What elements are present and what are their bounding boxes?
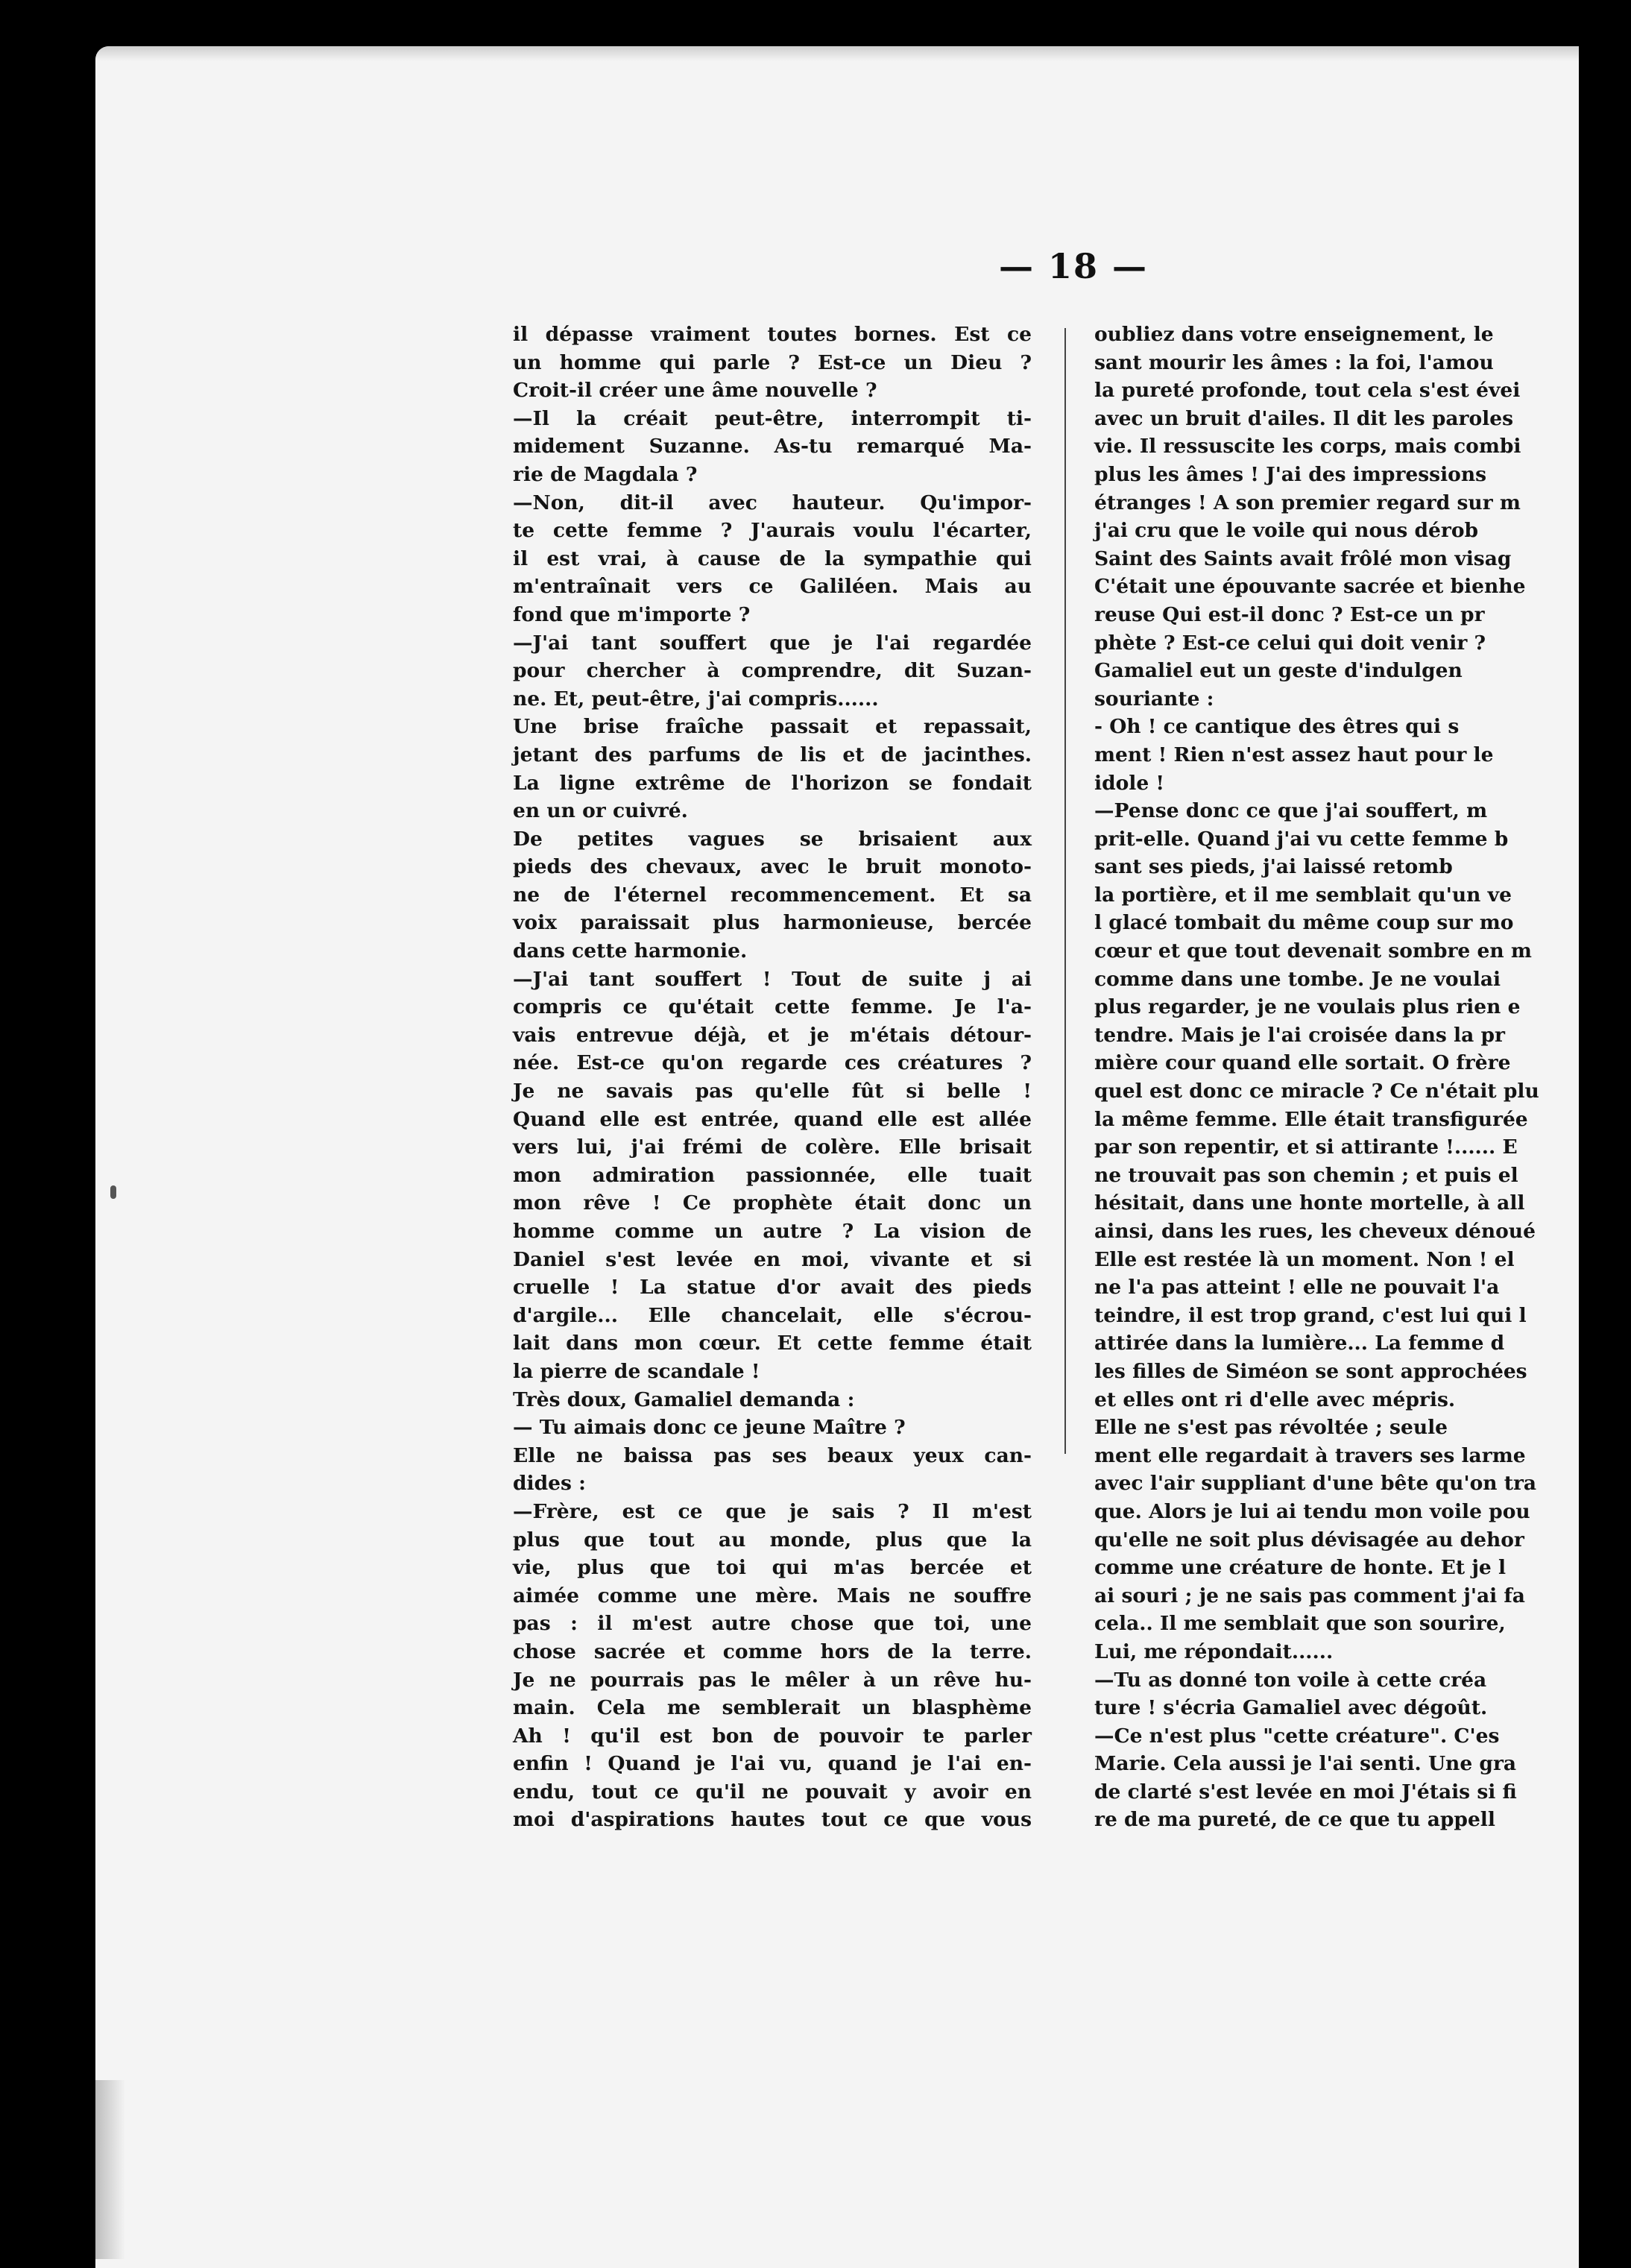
- text-line: quel est donc ce miracle ? Ce n'était plu: [1094, 1080, 1539, 1103]
- text-line: pour chercher à comprendre, dit Suzan-: [513, 659, 1032, 683]
- text-line: la pierre de scandale !: [513, 1359, 760, 1383]
- text-line: vie, plus que toi qui m'as bercée et: [513, 1556, 1032, 1580]
- text-line: cruelle ! La statue d'or avait des pieds: [513, 1276, 1032, 1300]
- text-line: m'entraînait vers ce Galiléen. Mais au: [513, 575, 1032, 599]
- text-line: reuse Qui est-il donc ? Est-ce un pr: [1094, 602, 1485, 626]
- text-line: te cette femme ? J'aurais voulu l'écarter,: [513, 519, 1032, 543]
- text-line: par son repentir, et si attirante !...... E: [1094, 1135, 1518, 1159]
- text-line: de clarté s'est levée en moi J'étais si fi: [1094, 1780, 1517, 1804]
- text-line: —J'ai tant souffert que je l'ai regardée: [513, 631, 1032, 655]
- text-line: Je ne pourrais pas le mêler à un rêve hu-: [513, 1668, 1032, 1692]
- text-line: cela.. Il me semblait que son sourire,: [1094, 1612, 1506, 1636]
- text-line: ne de l'éternel recommencement. Et sa: [513, 883, 1032, 907]
- binding-mark: [110, 1185, 116, 1199]
- text-line: ture ! s'écria Gamaliel avec dégoût.: [1094, 1696, 1488, 1720]
- text-line: voix paraissait plus harmonieuse, bercée: [513, 911, 1032, 935]
- text-line: née. Est-ce qu'on regarde ces créatures ?: [513, 1051, 1032, 1075]
- text-line: d'argile... Elle chancelait, elle s'écrou-: [513, 1303, 1032, 1327]
- text-line: l glacé tombait du même coup sur mo: [1094, 911, 1514, 935]
- text-line: cœur et que tout devenait sombre en m: [1094, 939, 1532, 963]
- text-line: un homme qui parle ? Est-ce un Dieu ?: [513, 350, 1032, 374]
- text-line: jetant des parfums de lis et de jacinthes.: [513, 743, 1032, 766]
- text-line: prit-elle. Quand j'ai vu cette femme b: [1094, 827, 1509, 851]
- text-line: —Il la créait peut-être, interrompit ti-: [513, 406, 1032, 430]
- page-corner-shadow: [95, 2080, 125, 2259]
- text-line: chose sacrée et comme hors de la terre.: [513, 1639, 1032, 1663]
- text-line: mon rêve ! Ce prophète était donc un: [513, 1191, 1032, 1215]
- text-line: De petites vagues se brisaient aux: [513, 827, 1032, 851]
- text-line: ainsi, dans les rues, les cheveux dénoué: [1094, 1220, 1536, 1243]
- text-line: phète ? Est-ce celui qui doit venir ?: [1094, 631, 1486, 655]
- text-line: avec l'air suppliant d'une bête qu'on tra: [1094, 1472, 1537, 1496]
- text-line: main. Cela me semblerait un blasphème: [513, 1696, 1032, 1720]
- text-line: mière cour quand elle sortait. O frère: [1094, 1051, 1511, 1075]
- text-line: Daniel s'est levée en moi, vivante et si: [513, 1247, 1032, 1271]
- text-line: enfin ! Quand je l'ai vu, quand je l'ai en-: [513, 1752, 1032, 1776]
- text-line: attirée dans la lumière... La femme d: [1094, 1332, 1505, 1355]
- text-line: fond que m'importe ?: [513, 602, 751, 626]
- text-line: sant mourir les âmes : la foi, l'amou: [1094, 350, 1494, 374]
- text-line: Ah ! qu'il est bon de pouvoir te parler: [513, 1724, 1032, 1748]
- text-line: Une brise fraîche passait et repassait,: [513, 715, 1032, 739]
- text-line: plus les âmes ! J'ai des impressions: [1094, 462, 1487, 486]
- text-line: étranges ! A son premier regard sur m: [1094, 491, 1521, 514]
- text-line: en un or cuivré.: [513, 799, 688, 823]
- text-line: lait dans mon cœur. Et cette femme était: [513, 1332, 1032, 1355]
- text-line: —Frère, est ce que je sais ? Il m'est: [513, 1499, 1032, 1523]
- text-line: rie de Magdala ?: [513, 462, 698, 486]
- text-line: plus regarder, je ne voulais plus rien e: [1094, 995, 1521, 1019]
- text-line: Saint des Saints avait frôlé mon visag: [1094, 546, 1512, 570]
- text-line: qu'elle ne soit plus dévisagée au dehor: [1094, 1528, 1524, 1552]
- text-line: il dépasse vraiment toutes bornes. Est ce: [513, 323, 1032, 346]
- text-line: plus que tout au monde, plus que la: [513, 1528, 1032, 1552]
- text-line: Elle ne s'est pas révoltée ; seule: [1094, 1416, 1448, 1440]
- text-line: Croit-il créer une âme nouvelle ?: [513, 379, 877, 403]
- text-line: ment elle regardait à travers ses larme: [1094, 1443, 1526, 1467]
- text-line: —Non, dit-il avec hauteur. Qu'impor-: [513, 491, 1032, 514]
- text-line: Très doux, Gamaliel demanda :: [513, 1387, 855, 1411]
- text-line: j'ai cru que le voile qui nous dérob: [1094, 519, 1479, 543]
- text-line: hésitait, dans une honte mortelle, à all: [1094, 1191, 1525, 1215]
- text-line: Quand elle est entrée, quand elle est allée: [513, 1107, 1032, 1131]
- right-column-clip: [1094, 321, 1566, 1832]
- text-line: dides :: [513, 1472, 586, 1496]
- text-line: Je ne savais pas qu'elle fût si belle !: [513, 1080, 1032, 1103]
- text-line: compris ce qu'était cette femme. Je l'a-: [513, 995, 1032, 1019]
- column-divider: [1064, 328, 1066, 1454]
- text-line: mon admiration passionnée, elle tuait: [513, 1163, 1032, 1187]
- text-line: —Pense donc ce que j'ai souffert, m: [1094, 799, 1488, 823]
- text-line: les filles de Siméon se sont approchées: [1094, 1359, 1527, 1383]
- text-line: comme dans une tombe. Je ne voulai: [1094, 967, 1501, 991]
- text-line: souriante :: [1094, 687, 1214, 711]
- text-line: — Tu aimais donc ce jeune Maître ?: [513, 1416, 906, 1440]
- text-line: Gamaliel eut un geste d'indulgen: [1094, 659, 1463, 683]
- text-line: idole !: [1094, 771, 1165, 795]
- text-line: tendre. Mais je l'ai croisée dans la pr: [1094, 1023, 1505, 1047]
- text-line: la même femme. Elle était transfigurée: [1094, 1107, 1528, 1131]
- text-line: moi d'aspirations hautes tout ce que vous: [513, 1808, 1032, 1832]
- text-line: ne l'a pas atteint ! elle ne pouvait l'a: [1094, 1276, 1500, 1300]
- text-line: vers lui, j'ai frémi de colère. Elle brisait: [513, 1135, 1032, 1159]
- text-line: la pureté profonde, tout cela s'est évei: [1094, 379, 1521, 403]
- page-number: — 18 —: [999, 246, 1149, 286]
- text-line: Lui, me répondait......: [1094, 1639, 1334, 1663]
- text-line: —J'ai tant souffert ! Tout de suite j ai: [513, 967, 1032, 991]
- text-line: pieds des chevaux, avec le bruit monoto-: [513, 855, 1032, 879]
- text-line: comme une créature de honte. Et je l: [1094, 1556, 1507, 1580]
- right-text-column: [1094, 321, 1571, 1832]
- text-line: —Ce n'est plus "cette créature". C'es: [1094, 1724, 1500, 1748]
- text-line: avec un bruit d'ailes. Il dit les paroles: [1094, 406, 1514, 430]
- text-line: homme comme un autre ? La vision de: [513, 1220, 1032, 1243]
- text-line: la portière, et il me semblait qu'un ve: [1094, 883, 1512, 907]
- text-line: endu, tout ce qu'il ne pouvait y avoir en: [513, 1780, 1032, 1804]
- text-line: Marie. Cela aussi je l'ai senti. Une gra: [1094, 1752, 1517, 1776]
- text-line: que. Alors je lui ai tendu mon voile pou: [1094, 1499, 1530, 1523]
- left-text-column: [513, 321, 1032, 1832]
- text-line: La ligne extrême de l'horizon se fondait: [513, 771, 1032, 795]
- text-line: sant ses pieds, j'ai laissé retomb: [1094, 855, 1453, 879]
- text-line: ment ! Rien n'est assez haut pour le: [1094, 743, 1494, 766]
- text-line: midement Suzanne. As-tu remarqué Ma-: [513, 435, 1032, 459]
- text-line: dans cette harmonie.: [513, 939, 748, 963]
- text-line: et elles ont ri d'elle avec mépris.: [1094, 1387, 1456, 1411]
- text-line: aimée comme une mère. Mais ne souffre: [513, 1584, 1032, 1607]
- text-line: ai souri ; je ne sais pas comment j'ai fa: [1094, 1584, 1525, 1607]
- text-line: - Oh ! ce cantique des êtres qui s: [1094, 715, 1460, 739]
- page-top-edge: [95, 46, 1579, 61]
- text-line: oubliez dans votre enseignement, le: [1094, 323, 1494, 346]
- text-line: Elle est restée là un moment. Non ! el: [1094, 1247, 1515, 1271]
- text-line: vais entrevue déjà, et je m'étais détour-: [513, 1023, 1032, 1047]
- text-line: C'était une épouvante sacrée et bienhe: [1094, 575, 1526, 599]
- text-line: —Tu as donné ton voile à cette créa: [1094, 1668, 1487, 1692]
- text-line: re de ma pureté, de ce que tu appell: [1094, 1808, 1495, 1832]
- text-line: il est vrai, à cause de la sympathie qui: [513, 546, 1032, 570]
- text-line: ne trouvait pas son chemin ; et puis el: [1094, 1163, 1518, 1187]
- text-line: ne. Et, peut-être, j'ai compris......: [513, 687, 879, 711]
- text-line: pas : il m'est autre chose que toi, une: [513, 1612, 1032, 1636]
- text-line: vie. Il ressuscite les corps, mais combi: [1094, 435, 1521, 459]
- text-line: teindre, il est trop grand, c'est lui qui l: [1094, 1303, 1527, 1327]
- text-line: Elle ne baissa pas ses beaux yeux can-: [513, 1443, 1032, 1467]
